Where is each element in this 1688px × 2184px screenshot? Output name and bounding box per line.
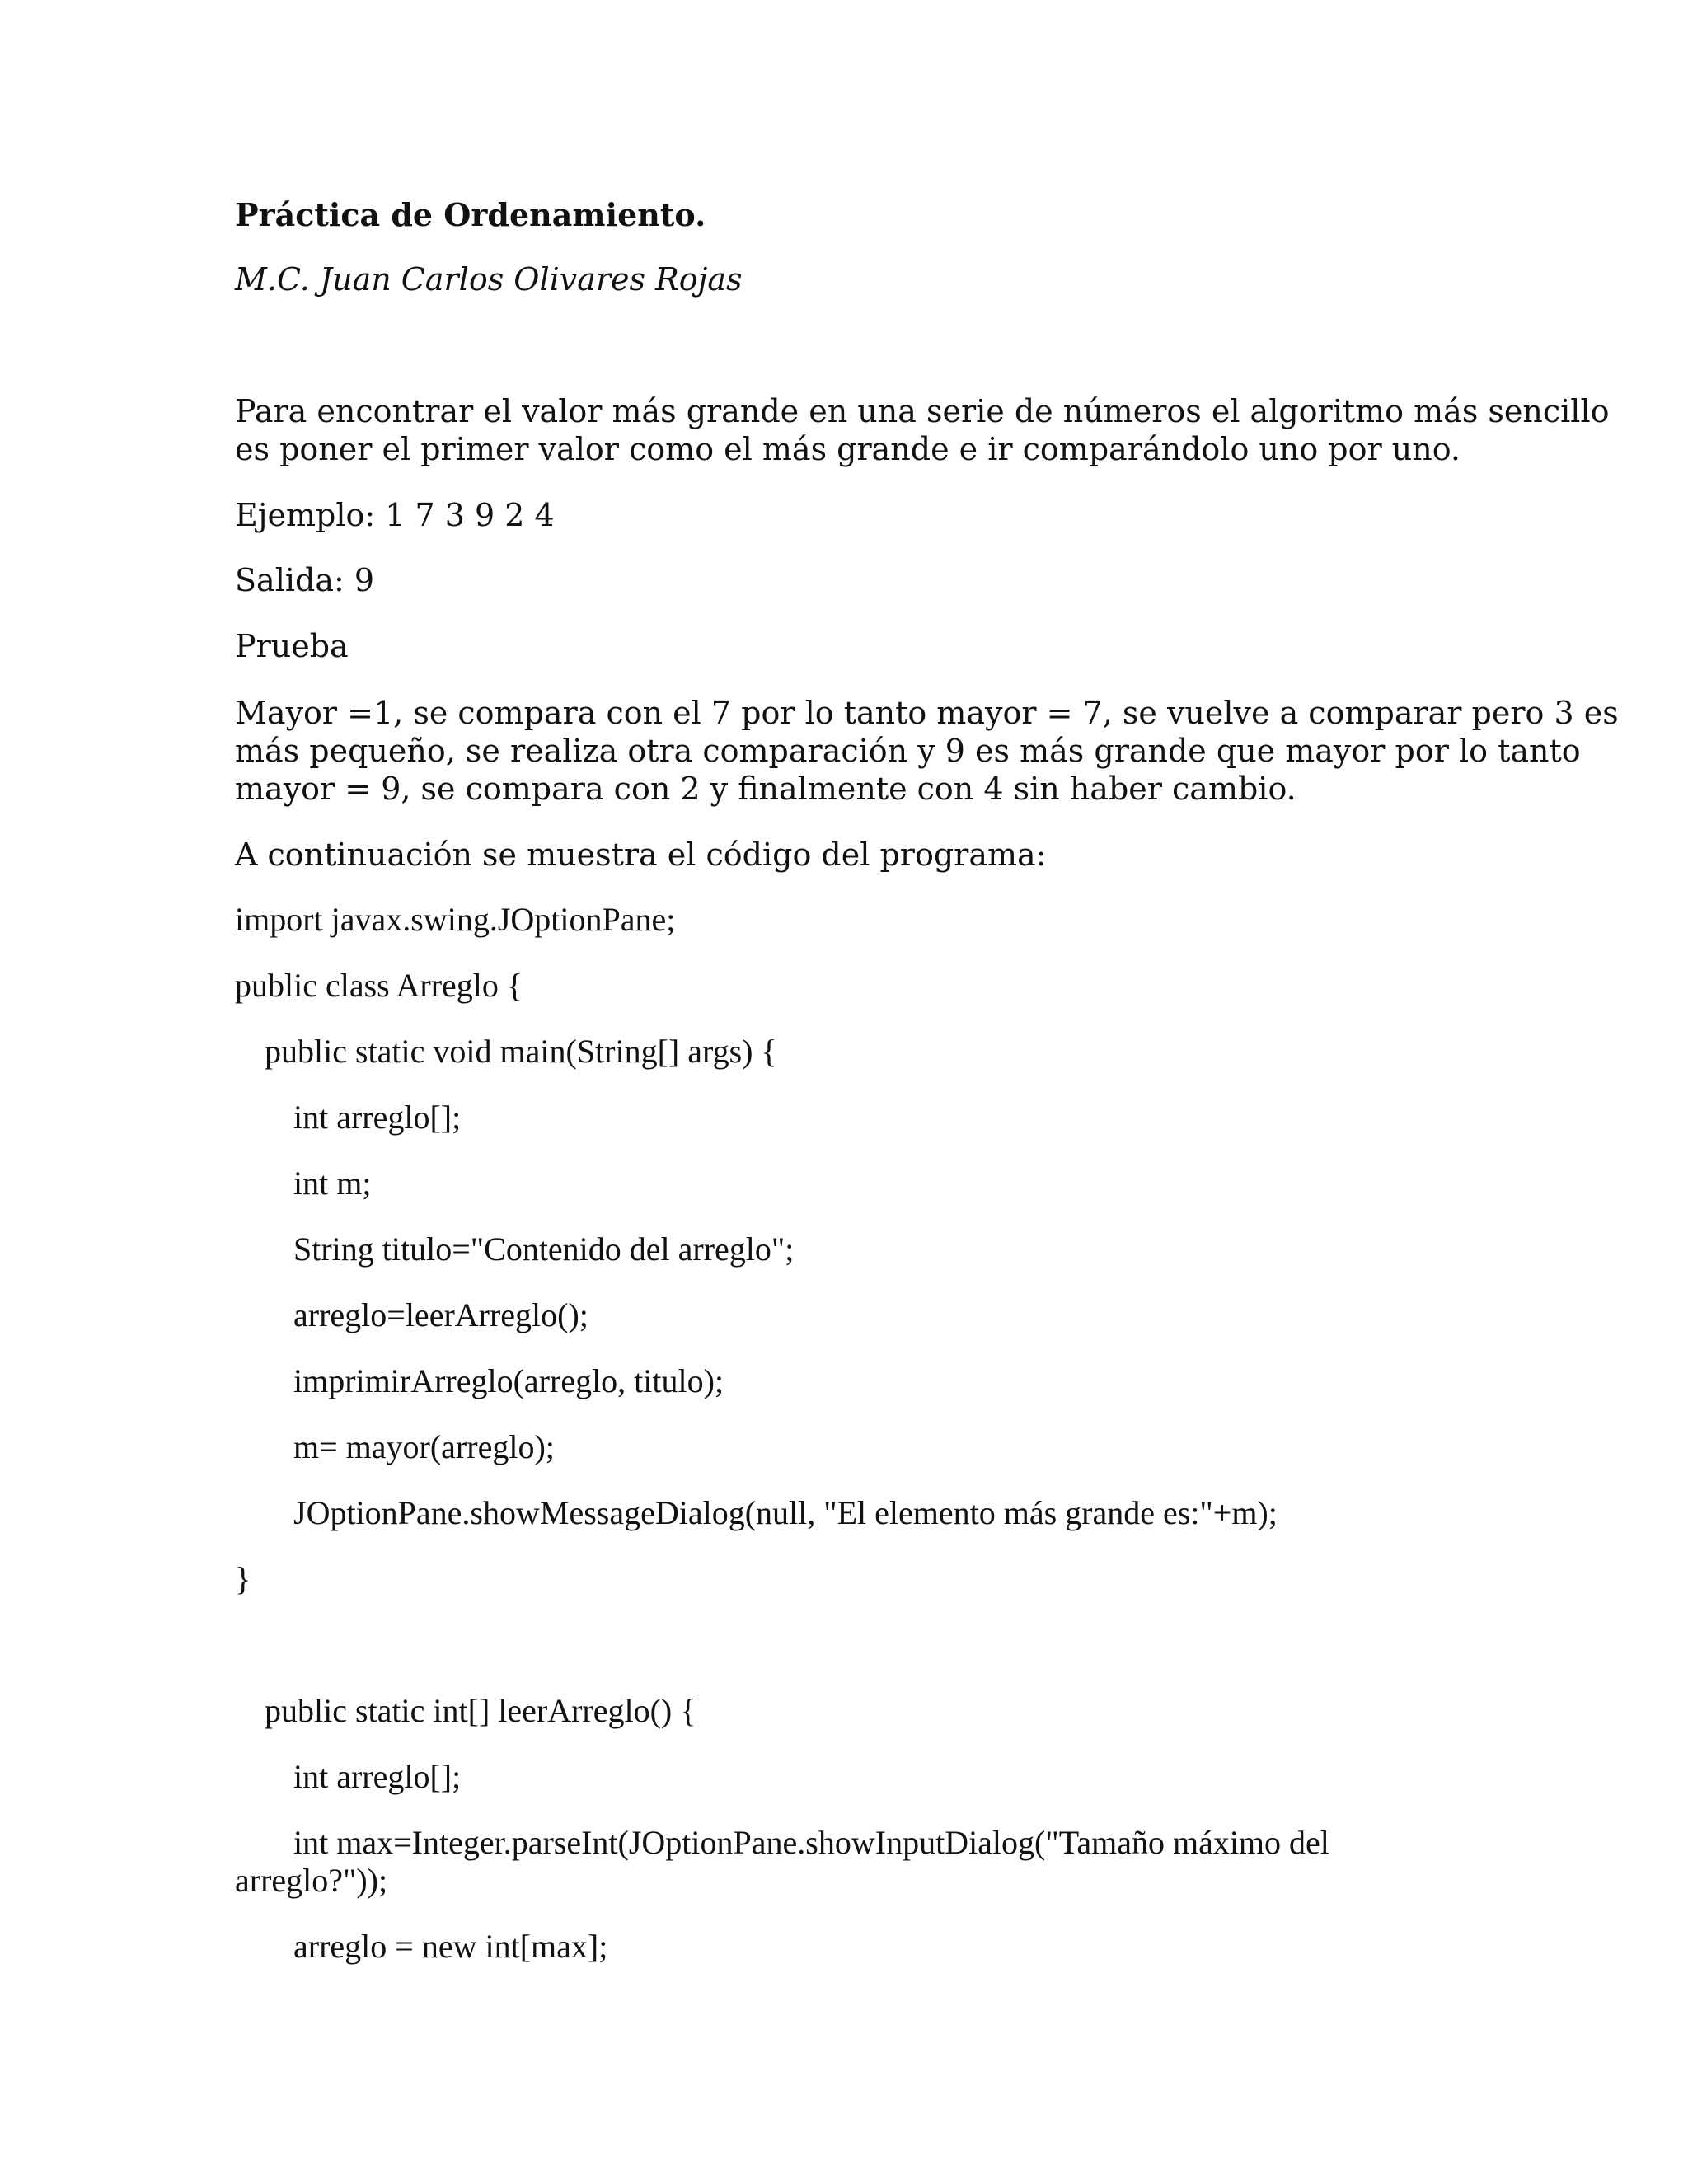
code-var-arreglo: int arreglo[]; [293, 1099, 462, 1136]
test-heading: Prueba [235, 628, 349, 664]
code-leer-declaration: public static int[] leerArreglo() { [265, 1692, 696, 1729]
code-intro-line: A continuación se muestra el código del programa: [235, 837, 1047, 873]
test-paragraph-line-3: mayor = 9, se compara con 2 y finalmente con 4 sin haber cambio. [235, 771, 1296, 807]
intro-paragraph-line-2: es poner el primer valor como el más grande e ir comparándolo uno por uno. [235, 431, 1461, 467]
code-class-declaration: public class Arreglo { [235, 967, 523, 1004]
code-main-declaration: public static void main(String[] args) { [265, 1033, 777, 1070]
code-call-mayor: m= mayor(arreglo); [293, 1428, 555, 1465]
intro-paragraph-line-1: Para encontrar el valor más grande en una serie de números el algoritmo más sencillo [235, 393, 1610, 429]
code-leer-max-line-2: arreglo?")); [235, 1862, 388, 1899]
code-import-line: import javax.swing.JOptionPane; [235, 901, 676, 938]
test-paragraph-line-2: más pequeño, se realiza otra comparación y 9 es más grande que mayor por lo tanto [235, 733, 1581, 769]
document-author: M.C. Juan Carlos Olivares Rojas [235, 261, 743, 298]
document-title: Práctica de Ordenamiento. [235, 196, 706, 233]
code-call-show: JOptionPane.showMessageDialog(null, "El elemento más grande es:"+m); [293, 1494, 1278, 1531]
code-close-brace: } [235, 1560, 251, 1597]
code-leer-new: arreglo = new int[max]; [293, 1928, 608, 1965]
code-var-m: int m; [293, 1165, 372, 1202]
code-var-titulo: String titulo="Contenido del arreglo"; [293, 1230, 795, 1268]
output-line: Salida: 9 [235, 562, 375, 598]
test-paragraph-line-1: Mayor =1, se compara con el 7 por lo tanto mayor = 7, se vuelve a comparar pero 3 es [235, 695, 1619, 731]
code-leer-max-line-1: int max=Integer.parseInt(JOptionPane.showInputDialog("Tamaño máximo del [293, 1824, 1329, 1861]
code-leer-var-arreglo: int arreglo[]; [293, 1758, 462, 1795]
example-line: Ejemplo: 1 7 3 9 2 4 [235, 497, 555, 533]
code-call-imprimir: imprimirArreglo(arreglo, titulo); [293, 1362, 724, 1399]
code-call-leer: arreglo=leerArreglo(); [293, 1296, 588, 1333]
